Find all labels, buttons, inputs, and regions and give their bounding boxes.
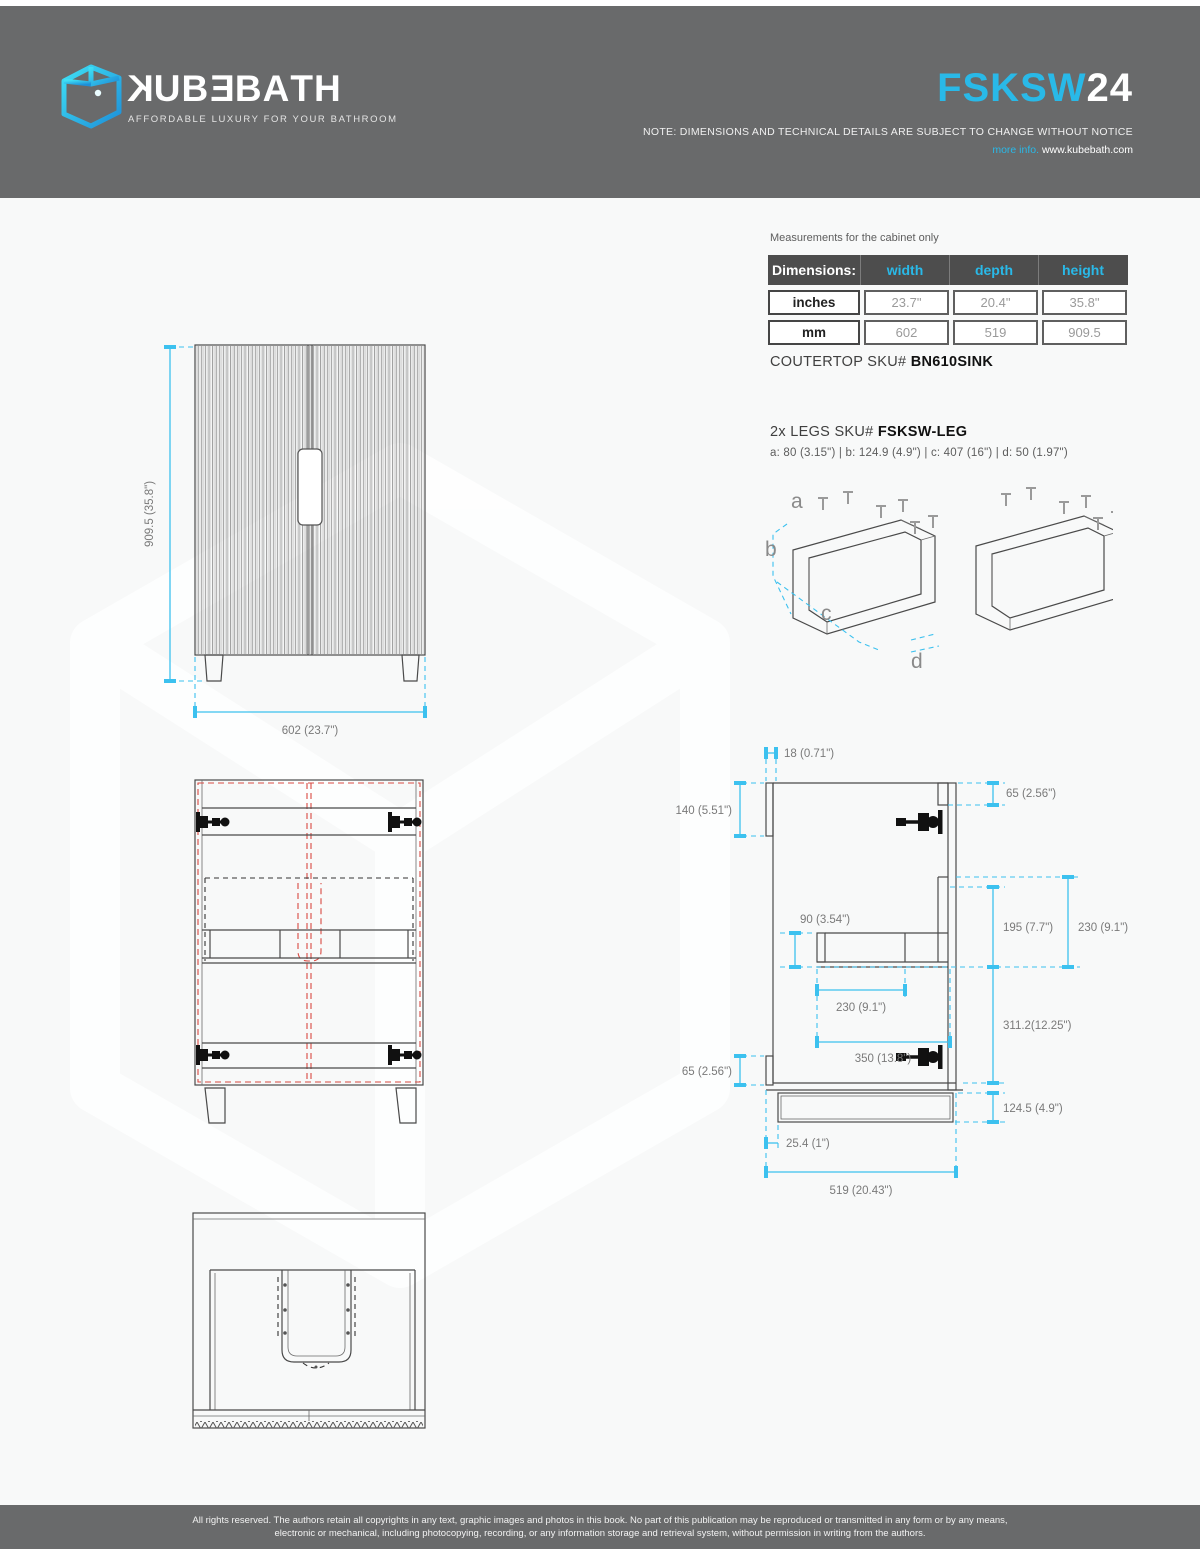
row-label: mm [768, 320, 860, 345]
front-right-leg [402, 655, 419, 681]
footer-bar [0, 1505, 1200, 1549]
table-row-inches [768, 290, 1128, 315]
brand-letter: B [234, 68, 263, 109]
front-view-drawing [140, 335, 460, 745]
leg-dimension-guides [773, 524, 939, 652]
legs-sku-line [770, 424, 967, 440]
internal-view-drawing [180, 775, 440, 1135]
table-header-height: height [1038, 255, 1127, 285]
brand-letter: T [290, 68, 314, 109]
brand-letter: H [313, 68, 342, 109]
mm-height: 909.5 [1042, 320, 1127, 345]
brand-letter: K [126, 68, 154, 109]
brand-letter: E [209, 68, 235, 109]
dim-65-bottom: 65 (2.56") [681, 1066, 732, 1078]
header-bar [0, 6, 1200, 198]
inches-height: 35.8" [1042, 290, 1127, 315]
legs-drawing [763, 480, 1113, 670]
more-info-line [992, 144, 1133, 156]
brand-wordmark [126, 70, 342, 107]
model-prefix: FSKSW [937, 66, 1087, 110]
legs-dimensions-line: a: 80 (3.15") | b: 124.9 (4.9") | c: 407 (16") | d: 50 (1.97") [770, 447, 1068, 459]
dim-65-top: 65 (2.56") [1006, 788, 1057, 800]
header-note: NOTE: DIMENSIONS AND TECHNICAL DETAILS ARE SUBJECT TO CHANGE WITHOUT NOTICE [642, 126, 1133, 138]
bottom-view-drawing [185, 1205, 435, 1445]
legs-sku: FSKSW-LEG [877, 424, 968, 440]
leg-label-b: b [765, 538, 777, 561]
brand-letter: A [262, 68, 291, 109]
content-area [0, 198, 1200, 1505]
table-header-depth: depth [949, 255, 1038, 285]
dim-18: 18 (0.71") [784, 748, 835, 760]
footer-line2: electronic or mechanical, including photocopying, recording, or any information storage and retrieval system, without permission in writing from the authors. [274, 1528, 926, 1539]
dim-350: 350 (13.8") [854, 1053, 912, 1065]
dim-124: 124.5 (4.9") [1003, 1103, 1063, 1115]
footer-line1: All rights reserved. The authors retain all copyrights in any text, graphic images and photos in this book. No part of this publication may be reproduced or transmitted in any form or by any means, [192, 1515, 1008, 1526]
table-header-dimensions: Dimensions: [771, 262, 856, 278]
model-suffix: 24 [1086, 66, 1133, 110]
inches-width: 23.7" [864, 290, 949, 315]
table-header-row [768, 255, 1128, 285]
mm-width: 602 [864, 320, 949, 345]
countertop-sku-line [770, 354, 993, 370]
leg-label-a: a [791, 490, 803, 513]
dim-311: 311.2(12.25") [1003, 1020, 1072, 1032]
inches-depth: 20.4" [953, 290, 1038, 315]
dim-195: 195 (7.7") [1003, 922, 1054, 934]
door-handle [298, 449, 322, 525]
model-number [937, 66, 1133, 111]
dimensions-table [768, 255, 1128, 345]
dim-230-right: 230 (9.1") [1078, 922, 1129, 934]
row-label: inches [768, 290, 860, 315]
dim-230-inner: 230 (9.1") [835, 1002, 887, 1014]
section-dimensions [675, 747, 1128, 1197]
kubebath-cube-icon [58, 62, 124, 134]
table-row-mm [768, 320, 1128, 345]
dim-25: 25.4 (1") [786, 1138, 830, 1150]
brand-tagline: AFFORDABLE LUXURY FOR YOUR BATHROOM [128, 114, 398, 125]
legs-label: 2x LEGS SKU# [770, 424, 874, 440]
dim-519: 519 (20.43") [829, 1185, 893, 1197]
front-width-label: 602 (23.7") [281, 725, 339, 737]
front-left-leg [205, 655, 223, 681]
measurements-note: Measurements for the cabinet only [770, 232, 939, 244]
table-header-width: width [860, 255, 949, 285]
front-height-label: 909.5 (35.8") [144, 480, 156, 548]
countertop-sku: BN610SINK [910, 354, 994, 370]
leg-label-c: c [821, 602, 832, 625]
front-width-dimension [195, 657, 425, 737]
mm-depth: 519 [953, 320, 1038, 345]
website-link[interactable]: www.kubebath.com [1041, 144, 1133, 156]
brand-letter: B [181, 68, 210, 109]
section-view-drawing [660, 735, 1180, 1205]
brand-letter: U [153, 68, 182, 109]
more-info-label: more info. [992, 144, 1040, 156]
dim-90: 90 (3.54") [800, 914, 851, 926]
leg-label-d: d [911, 650, 923, 670]
brand-logo [58, 62, 398, 142]
dim-140: 140 (5.51") [675, 805, 732, 817]
countertop-label: COUTERTOP SKU# [770, 354, 907, 370]
